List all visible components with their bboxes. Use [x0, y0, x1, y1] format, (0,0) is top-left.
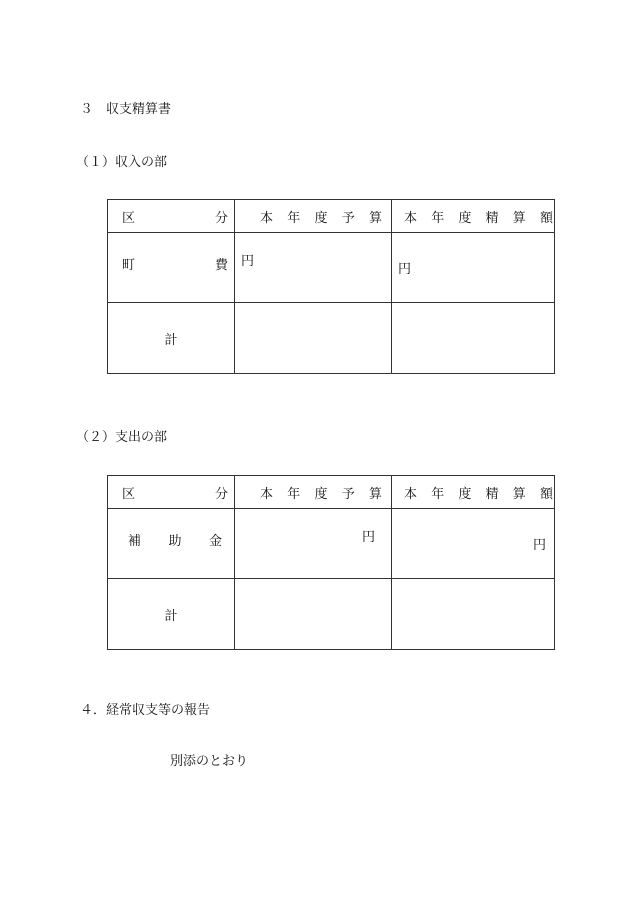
header-char: 度	[458, 210, 472, 226]
expense-row-total	[108, 579, 555, 650]
header-char: 本	[260, 486, 274, 502]
yen-unit: 円	[241, 254, 255, 269]
income-table	[107, 199, 555, 374]
income-settlement-cell	[392, 233, 555, 303]
header-char: 分	[214, 210, 228, 226]
row-label-char: 補	[128, 534, 142, 549]
header-char: 度	[458, 486, 472, 502]
expense-total-settlement-cell	[392, 579, 555, 650]
header-char: 算	[512, 486, 526, 502]
header-char: 年	[431, 486, 445, 502]
expense-table	[107, 475, 555, 650]
income-total-label-cell	[108, 303, 235, 374]
header-char: 本	[404, 210, 418, 226]
expense-budget-cell	[235, 509, 392, 579]
header-char: 予	[341, 210, 355, 226]
income-row-total	[108, 303, 555, 374]
header-char: 区	[122, 210, 136, 226]
header-char: 度	[314, 210, 328, 226]
header-char: 年	[287, 210, 301, 226]
section-3-title: ３ 収支精算書	[80, 102, 172, 117]
expense-row-subsidy	[108, 509, 555, 579]
row-label-char: 金	[208, 534, 222, 549]
income-budget-cell	[235, 233, 392, 303]
header-char: 年	[287, 486, 301, 502]
section-4-note: 別添のとおり	[170, 754, 249, 769]
section-4-title: ４．経常収支等の報告	[80, 703, 211, 718]
expense-total-label-cell	[108, 579, 235, 650]
income-header-category	[108, 200, 235, 233]
income-total-settlement-cell	[392, 303, 555, 374]
header-char: 本	[404, 486, 418, 502]
expense-section-title: （２）支出の部	[76, 430, 168, 445]
expense-header-settlement	[392, 476, 555, 509]
yen-unit: 円	[361, 530, 375, 545]
expense-header-row	[108, 476, 555, 509]
income-total-budget-cell	[235, 303, 392, 374]
income-row-label-cell	[108, 233, 235, 303]
header-char: 精	[485, 210, 499, 226]
header-char: 算	[512, 210, 526, 226]
expense-header-budget	[235, 476, 392, 509]
total-label: 計	[164, 608, 178, 624]
header-char: 本	[260, 210, 274, 226]
row-label-char: 町	[122, 258, 136, 273]
header-char: 区	[122, 486, 136, 502]
total-label: 計	[164, 332, 178, 348]
yen-unit: 円	[398, 262, 412, 277]
income-header-row	[108, 200, 555, 233]
row-label-char: 助	[168, 534, 182, 549]
expense-total-budget-cell	[235, 579, 392, 650]
yen-unit: 円	[532, 538, 546, 553]
header-char: 年	[431, 210, 445, 226]
row-label-char: 費	[214, 258, 228, 273]
header-char: 分	[214, 486, 228, 502]
header-char: 算	[368, 210, 382, 226]
header-char: 度	[314, 486, 328, 502]
header-char: 算	[368, 486, 382, 502]
header-char: 予	[341, 486, 355, 502]
expense-settlement-cell	[392, 509, 555, 579]
expense-header-category	[108, 476, 235, 509]
income-header-budget	[235, 200, 392, 233]
income-row-town-fee	[108, 233, 555, 303]
header-char: 額	[539, 210, 553, 226]
header-char: 精	[485, 486, 499, 502]
income-header-settlement	[392, 200, 555, 233]
income-section-title: （１）収入の部	[76, 155, 168, 170]
header-char: 額	[539, 486, 553, 502]
expense-row-label-cell	[108, 509, 235, 579]
